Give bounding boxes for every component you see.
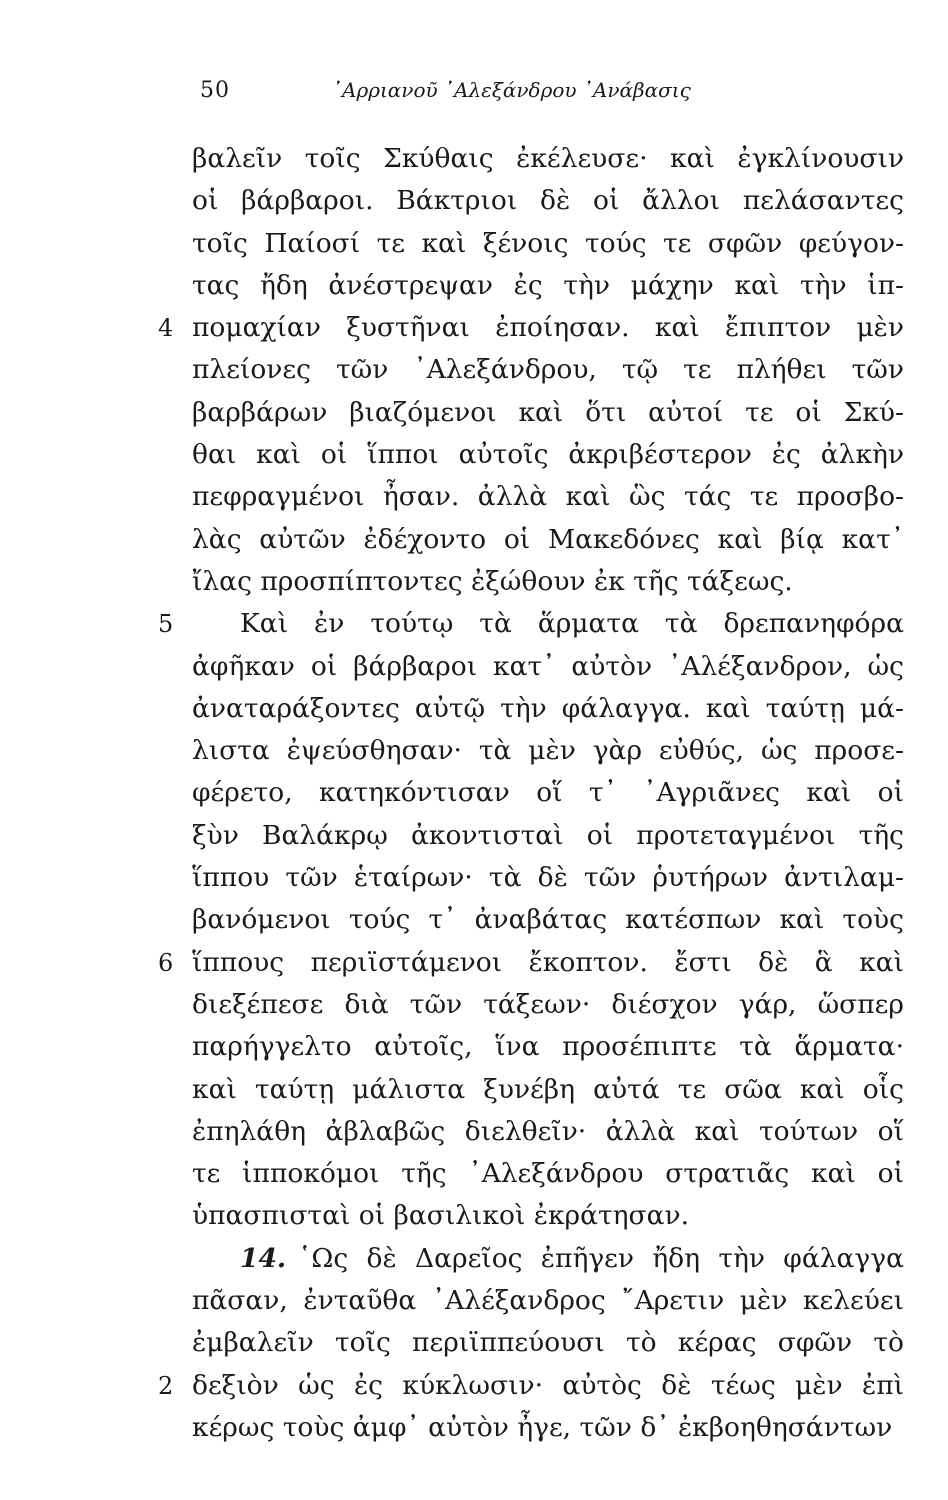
- text-line: [0, 603, 948, 645]
- text-line: [0, 1195, 948, 1237]
- text-line: [0, 1238, 948, 1280]
- line-text: θαι καὶ οἱ ἵπποι αὐτοῖς ἀκριβέστερον ἐς ἀλκὴν: [192, 439, 904, 471]
- chapter-number: 14.: [240, 1242, 287, 1274]
- section-number: 2: [158, 1371, 174, 1400]
- line-text: βαρβάρων βιαζόμενοι καὶ ὅτι αὐτοί τε οἱ Σκύ-: [192, 396, 904, 428]
- line-text: τοῖς Παίοσί τε καὶ ξένοις τούς τε σφῶν φεύγον-: [192, 227, 904, 259]
- text-line: [0, 688, 948, 730]
- text-line: [0, 1069, 948, 1111]
- line-text: λιστα ἐψεύσθησαν· τὰ μὲν γὰρ εὐθύς, ὡς προσε-: [192, 735, 904, 767]
- running-title: ᾿Αρριανοῦ ᾿Αλεξάνδρου ᾿Ανάβασις: [332, 78, 691, 102]
- line-text: τε ἱπποκόμοι τῆς ᾿Αλεξάνδρου στρατιᾶς καὶ οἱ: [192, 1158, 904, 1190]
- section-number: 4: [158, 314, 174, 343]
- line-text: [240, 1238, 904, 1280]
- text-line: [0, 1280, 948, 1322]
- section-number: 5: [158, 610, 174, 639]
- text-line: [0, 265, 948, 307]
- text-line: [0, 942, 948, 984]
- line-text: διεξέπεσε διὰ τῶν τάξεων· διέσχον γάρ, ὥσπερ: [192, 988, 904, 1020]
- text-line: [0, 1365, 948, 1407]
- text-line: [0, 223, 948, 265]
- text-line: [0, 561, 948, 603]
- section-number: 6: [158, 948, 174, 977]
- line-text: ἐπηλάθη ἀβλαβῶς διελθεῖν· ἀλλὰ καὶ τούτων οἵ: [192, 1115, 904, 1147]
- running-header: [0, 78, 948, 118]
- line-text: τας ἤδη ἀνέστρεψαν ἐς τὴν μάχην καὶ τὴν ἱπ-: [192, 269, 904, 301]
- line-text: ἀναταράξοντες αὐτῷ τὴν φάλαγγα. καὶ ταύτῃ μά-: [192, 692, 904, 724]
- text-line: [0, 899, 948, 941]
- line-text: βανόμενοι τούς τ᾿ ἀναβάτας κατέσπων καὶ τοὺς: [192, 904, 904, 936]
- text-line: [0, 646, 948, 688]
- text-line: [0, 138, 948, 180]
- text-line: [0, 1026, 948, 1068]
- text-line: [0, 1153, 948, 1195]
- line-text: ἵππου τῶν ἑταίρων· τὰ δὲ τῶν ῥυτήρων ἀντιλαμ-: [192, 862, 904, 894]
- line-text: ὑπασπισταὶ οἱ βασιλικοὶ ἐκράτησαν.: [192, 1200, 690, 1232]
- text-line: [0, 307, 948, 349]
- line-text: ἵππους περιϊστάμενοι ἔκοπτον. ἔστι δὲ ἃ καὶ: [192, 946, 904, 978]
- body-text: [0, 138, 948, 1449]
- text-line: [0, 1322, 948, 1364]
- line-text: κέρως τοὺς ἀμφ᾿ αὐτὸν ἦγε, τῶν δ᾿ ἐκβοηθησάντων: [192, 1411, 893, 1443]
- text-line: [0, 392, 948, 434]
- line-text: λὰς αὐτῶν ἐδέχοντο οἱ Μακεδόνες καὶ βίᾳ κατ᾿: [192, 523, 904, 555]
- text-line: [0, 476, 948, 518]
- page-number: 50: [200, 78, 230, 103]
- line-text: καὶ ταύτῃ μάλιστα ξυνέβη αὐτά τε σῶα καὶ οἷς: [192, 1073, 904, 1105]
- text-line: [0, 984, 948, 1026]
- text-line: [0, 434, 948, 476]
- line-text: ἐμβαλεῖν τοῖς περιϊππεύουσι τὸ κέρας σφῶν τὸ: [192, 1327, 904, 1359]
- text-line: [0, 1407, 948, 1449]
- line-text: παρήγγελτο αὐτοῖς, ἵνα προσέπιπτε τὰ ἅρματα·: [192, 1031, 904, 1063]
- line-text: φέρετο, κατηκόντισαν οἵ τ᾿ ᾿Αγριᾶνες καὶ οἱ: [192, 777, 904, 809]
- line-text: πεφραγμένοι ἦσαν. ἀλλὰ καὶ ὣς τάς τε προσβο-: [192, 481, 904, 513]
- line-text: πλείονες τῶν ᾿Αλεξάνδρου, τῷ τε πλήθει τῶν: [192, 354, 904, 386]
- text-line: [0, 519, 948, 561]
- line-text: ξὺν Βαλάκρῳ ἀκοντισταὶ οἱ προτεταγμένοι τῆς: [192, 819, 904, 851]
- text-line: [0, 1111, 948, 1153]
- line-text: βαλεῖν τοῖς Σκύθαις ἐκέλευσε· καὶ ἐγκλίνουσιν: [192, 143, 904, 174]
- line-text: Καὶ ἐν τούτῳ τὰ ἅρματα τὰ δρεπανηφόρα: [240, 608, 904, 640]
- text-line: [0, 815, 948, 857]
- text-line: [0, 730, 948, 772]
- text-line: [0, 857, 948, 899]
- text-line: [0, 349, 948, 391]
- line-text: οἱ βάρβαροι. Βάκτριοι δὲ οἱ ἄλλοι πελάσαντες: [192, 185, 904, 217]
- line-text-rest: ῾Ως δὲ Δαρεῖος ἐπῆγεν ἤδη τὴν φάλαγγα: [298, 1242, 904, 1274]
- line-text: ἴλας προσπίπτοντες ἐξώθουν ἐκ τῆς τάξεως.: [192, 565, 793, 597]
- line-text: πομαχίαν ξυστῆναι ἐποίησαν. καὶ ἔπιπτον μὲν: [192, 312, 904, 344]
- text-line: [0, 772, 948, 814]
- line-text: δεξιὸν ὡς ἐς κύκλωσιν· αὐτὸς δὲ τέως μὲν ἐπὶ: [192, 1369, 904, 1401]
- line-text: πᾶσαν, ἐνταῦθα ᾿Αλέξανδρος ῎Αρετιν μὲν κελεύει: [192, 1285, 904, 1317]
- line-text: ἀφῆκαν οἱ βάρβαροι κατ᾿ αὐτὸν ᾿Αλέξανδρον, ὡς: [192, 650, 904, 682]
- text-line: [0, 180, 948, 222]
